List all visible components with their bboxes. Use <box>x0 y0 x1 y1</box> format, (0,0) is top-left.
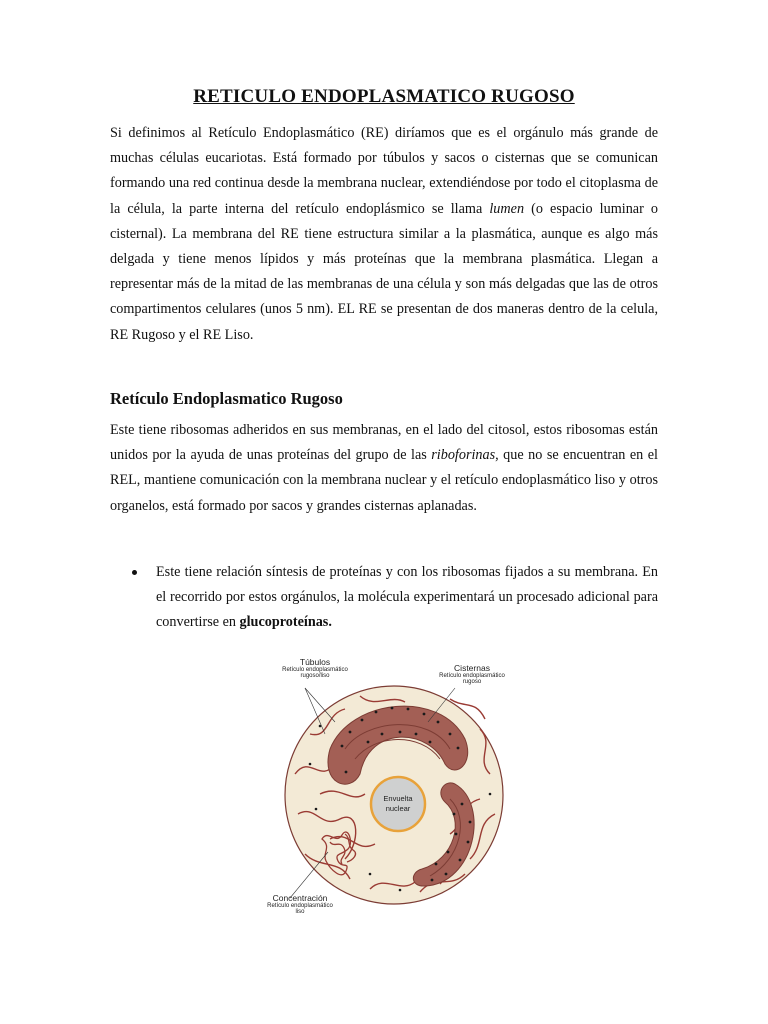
tubulos-label <box>270 658 360 680</box>
page-title: RETICULO ENDOPLASMATICO RUGOSO <box>193 86 575 107</box>
bullet-item <box>110 560 658 636</box>
tubulos-sub2: rugoso/liso <box>300 673 330 680</box>
section-text-1: Este tiene ribosomas adheridos en sus membranas, en el lado del citosol, estos ribosomas están unidos por la ayuda de unas proteínas del grupo de las <box>110 422 658 464</box>
section-paragraph <box>110 418 658 519</box>
intro-text-2: (o espacio luminar o cisternal). La membrana del RE tiene estructura similar a la plasmática, aunque es algo más delgada y tiene menos lípidos y más proteínas que la membrana plasmática. Llegan a representar más de la mitad de las membranas de una célula y son más delgadas que las de otros compartimentos celulares (unos 5 nm). EL RE se presentan de dos maneras dentro de la celula, RE Rugoso y el RE Liso. <box>110 200 658 343</box>
cisternas-title: Cisternas <box>454 663 490 673</box>
concentracion-label <box>252 894 348 916</box>
er-diagram-figure <box>250 654 520 922</box>
bullet-text: Este tiene relación síntesis de proteínas y con los ribosomas fijados a su membrana. En el recorrido por estos orgánulos, la molécula experimentará un procesado adicional para convertirse en <box>156 564 658 631</box>
intro-paragraph <box>110 121 658 348</box>
conc-sub2: liso <box>295 909 305 916</box>
conc-sub1: Retículo endoplasmático <box>267 902 333 909</box>
tubulos-sub1: Retículo endoplasmático <box>282 666 348 673</box>
conc-title: Concentración <box>272 893 328 903</box>
cisternas-label <box>426 664 518 686</box>
glucoproteinas-term: glucoproteínas. <box>239 614 332 631</box>
section-text-2: , que no se encuentran en el REL, mantiene comunicación con la membrana nuclear y el retículo endoplasmático liso y otros organelos, está formado por sacos y grandes cisternas aplanadas. <box>110 447 658 514</box>
bullet-dot-icon <box>132 570 137 575</box>
cisternas-sub1: Retículo endoplasmático <box>439 672 505 679</box>
nucleus-label-1: Envuelta <box>383 794 413 803</box>
lumen-term: lumen <box>489 200 525 217</box>
section-heading: Retículo Endoplasmatico Rugoso <box>110 389 343 408</box>
bullet-list <box>110 560 658 636</box>
nucleus-label-2: nuclear <box>385 804 411 813</box>
er-cell-illustration <box>250 654 520 922</box>
intro-text-1: Si definimos al Retículo Endoplasmático (RE) diríamos que es el orgánulo más grande de muchas células eucariotas. Está formado por túbulos y sacos o cisternas que se comunican formando una red continua desde la membrana nuclear, extendiéndose por todo el citoplasma de la célula, la parte interna del retículo endoplásmico se llama <box>110 125 658 217</box>
riboforinas-term: riboforinas <box>431 447 496 464</box>
tubulos-title: Túbulos <box>299 657 331 667</box>
cisternas-sub2: rugoso <box>462 679 482 686</box>
